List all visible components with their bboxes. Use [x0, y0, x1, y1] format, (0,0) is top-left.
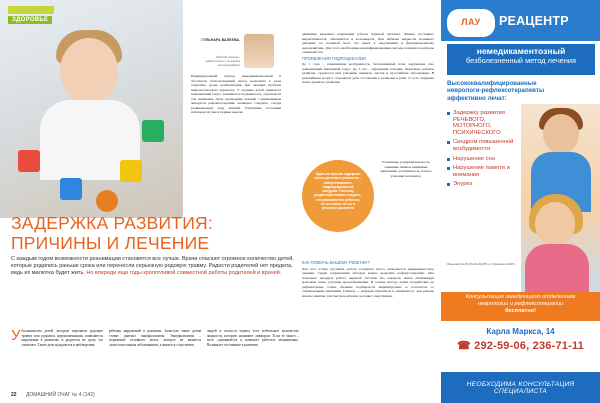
- article-headline: [11, 213, 301, 253]
- ad-consultation-line-2: неврологии и рефлексотерапии: [477, 301, 564, 307]
- lead-highlight: Но впереди еще годы кропотливой совместной работы родителей и врачей.: [86, 270, 282, 277]
- body-column-1: [11, 329, 103, 347]
- ad-list-item: Нарушение памяти и внимания: [447, 165, 525, 178]
- body-column-3: людей в полости черепа есть небольшое количество жидкости, которую называют ликвором. Если ее много – мозг сдавливается и начинает работать неправильно. Возникает отставание в развитии: [207, 329, 299, 347]
- section-ribbon: [8, 6, 54, 14]
- ad-family-photo: [521, 104, 600, 292]
- column-right-paragraph-2: До 1 года – повышенная возбудимость, беспричинный плач, нарушение сна, повышенный мышечный тонус. До 3 лет – нарушения походки, медленное речевое развитие, трудности при усвоении навыков, чистая и простейшие заболевания. В дальнейшем возраст становится дети отставание в развитии и речи, то есть задержка психо-речевого развития.: [302, 62, 434, 85]
- child-head-shape: [535, 202, 575, 246]
- toy-block-orange: [96, 190, 118, 212]
- ad-license: Лицензия № ЛО-59-01-002971 от 6 февраля 2015 г.: [447, 262, 517, 266]
- ad-logo-text: ЛАУ: [461, 17, 481, 27]
- section-tag: ЗДОРОВЬЕ: [8, 16, 52, 24]
- headline-line-2: ПРИЧИНЫ И ЛЕЧЕНИЕ: [11, 233, 210, 253]
- ad-slogan: [447, 44, 595, 75]
- child-shirt-shape: [525, 244, 589, 292]
- ad-logo: [447, 9, 495, 37]
- ad-header: [441, 0, 600, 41]
- ad-treatment-list: [447, 110, 525, 191]
- ad-footer: [441, 372, 600, 403]
- help-paragraph: Для того чтобы улучшить работу головного мозга, назначается медикаментозное лечение. Среди современных методов можно выделить рефлексотерапию. Она позволяет наладить работу нервной системы без лекарств, мягко активизируя мозговые зоны, улучшая кровообращение. В основе метода лежит воздействие на рефлекторные точки. Лечение подбирается индивидуально и сочетается со специальными занятиями. Главное — вовремя обратиться к специалисту: чем раньше начаты занятия, тем быстрее ребенок догоняет сверстников.: [302, 266, 434, 298]
- ad-list-item: Синдром повышенной возбудимости: [447, 139, 525, 152]
- article-lead: [11, 256, 302, 277]
- pull-quote-text: Одна из причин задержки психо-речевого развития – гипертензионно-гидроцефальный синдром. Поэтому родителям важно следить, что развивается ребенок, не отставая ли он в речевом развитии: [314, 172, 362, 211]
- ad-phone: ☎ 292-59-06, 236-71-11: [457, 340, 584, 352]
- toy-block-blue: [60, 178, 82, 200]
- child-head-shape: [60, 38, 118, 104]
- symptoms-list-text: Утомление, раздражительность, снижение памяти, внимания, мышления, утомляемость, плохое усвоение материала.: [380, 160, 432, 178]
- drop-cap: У: [11, 327, 21, 344]
- ad-contacts: [441, 322, 600, 367]
- ad-footer-text: НЕОБХОДИМА КОНСУЛЬТАЦИЯ СПЕЦИАЛИСТА: [466, 381, 575, 395]
- body-column-2: ребенку нарушений в развитии. Зачастую такие детям ставят диагноз энцефалопатия. Энцефалопатия – поражение головного мозга, которое не является самостоятельным заболеванием, а является следствием: [109, 329, 201, 347]
- adult-head-shape: [543, 114, 579, 154]
- reacenter-advertisement: [441, 0, 600, 403]
- intro-column: Индивидуальный подход, немедикаментозный и абсолютно безболезненный метод позволяют в разы сократить сроки реабилитации при лечении проблем неврологического характера. У трудных детей снимается повышенный тонус, развивается подвижность, улучшается сон, внимание. Дети, прошедшие лечение с применением аппаратов рефлексотерапии, начинают говорить, следуя развивающему ходу занятий. Улучшение состояния наблюдается уже в первые недели.: [191, 74, 281, 115]
- magazine-issue: ДОМАШНИЙ ОЧАГ № 4 (142): [25, 392, 95, 398]
- ad-consultation-free: бесплатно!: [504, 308, 537, 314]
- page-folio: [11, 392, 95, 398]
- ad-consultation-line-1: Консультация заведующего отделением: [465, 294, 576, 300]
- toy-block-green: [142, 120, 164, 142]
- ad-slogan-line-1: немедикаментозный: [476, 46, 566, 56]
- column-right-paragraph-1: движения вызывает нарушения работы нервной системы. Ликвор постоянно вырабатывается, обновляется и всасывается. При избытке жидкости возникает давление на головной мозг, что ведет к нарушениям и функциональному недоразвитию. Для этого необходимы квалифицированные методы лечения и контроль специалистов.: [302, 32, 434, 55]
- author-role: детский психолог, нейропсихолог с 8-летним опытом работы: [205, 55, 240, 67]
- ad-address: Карла Маркса, 14: [486, 327, 555, 336]
- lead-text: С каждым годом возможности реанимации становятся все лучше. Врачи спасают огромное количество детей, которые родились раньше срока или перенесли серьезную родовую травму. Радости родителей нет предела, ведь их малютка будет жить.: [11, 256, 294, 277]
- subheading-symptoms: ПРОЯВЛЕНИЯ ГИДРОЦЕФАЛИИ: [302, 55, 366, 61]
- body-column-1-text: большинства детей, которые пережили родовую травму или родились недоношенными, появляются нарушения в развитии, и родители не сразу это замечают. Такие дети нуждаются в наблюдении: [21, 329, 103, 347]
- article-column-right: [302, 32, 434, 85]
- ad-list-item: Нарушение сна: [447, 156, 525, 163]
- ad-consultation-banner: [441, 292, 600, 321]
- ad-list-item: Энурез: [447, 181, 525, 188]
- subheading-help: КАК ПОМОЧЬ ВАШЕМУ РЕБЕНКУ?: [302, 260, 370, 265]
- author-photo: [244, 34, 274, 68]
- ad-brand-name: РЕАЦЕНТР: [499, 14, 569, 28]
- toy-block-yellow: [120, 160, 142, 182]
- page-number: 22: [11, 392, 17, 398]
- body-columns: [11, 329, 301, 389]
- headline-line-1: ЗАДЕРЖКА РАЗВИТИЯ:: [11, 213, 213, 233]
- ad-intro: Высококвалифицированные неврологи-рефлексотерапевты эффективно лечат:: [447, 80, 545, 102]
- ad-slogan-line-2: безболезненный метод лечения: [466, 56, 576, 65]
- toy-block-red: [18, 150, 40, 172]
- pull-quote-circle: [302, 160, 374, 232]
- ad-list-item: Задержку развития РЕЧЕВОГО, МОТОРНОГО, ПСИХИЧЕСКОГО: [447, 110, 525, 136]
- article-column-help: [302, 259, 434, 298]
- author-name: ГУЛЬНАРА ВАЛЕЕВА,: [201, 38, 240, 42]
- child-with-blocks-photo: [0, 0, 183, 218]
